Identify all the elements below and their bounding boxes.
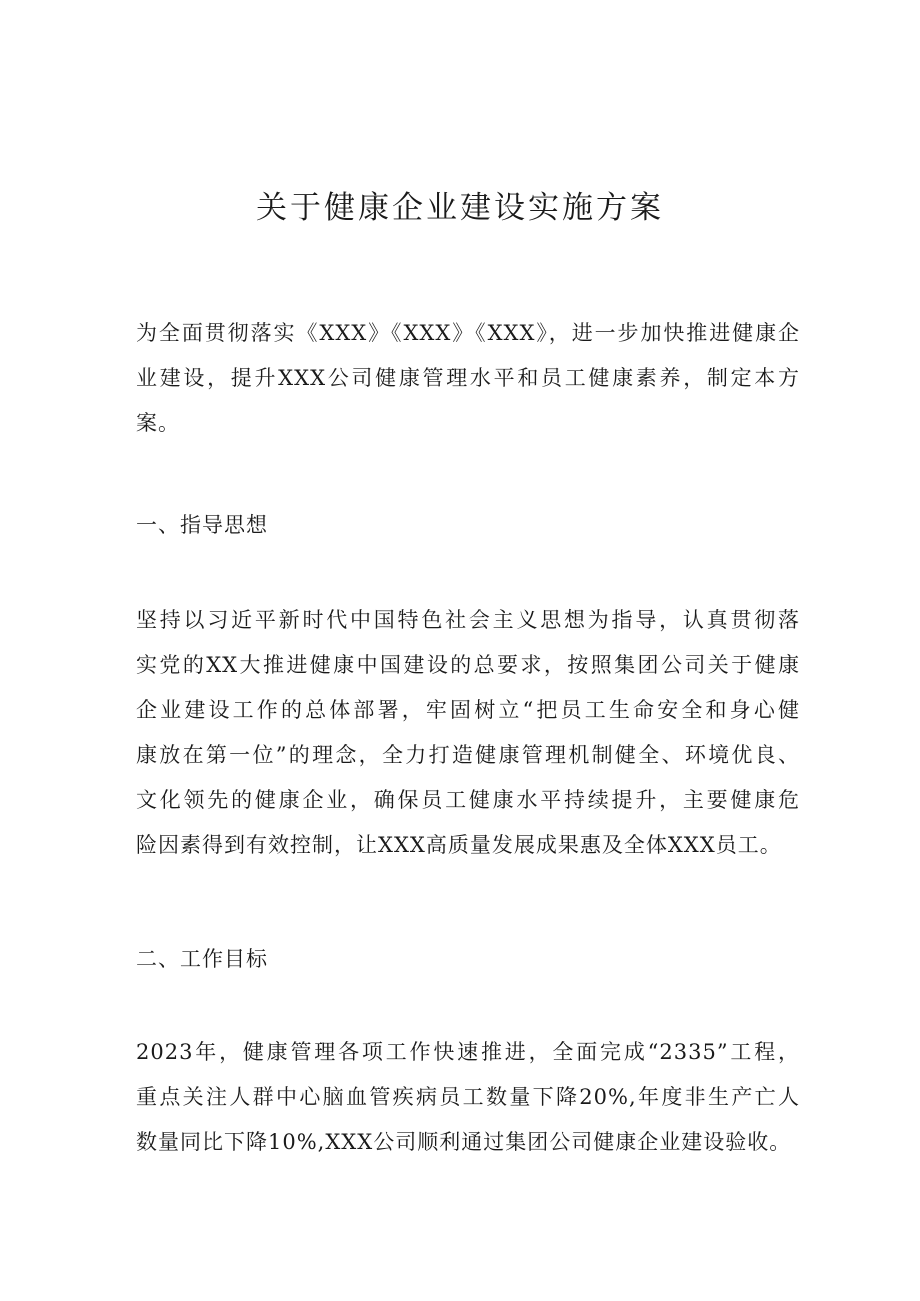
section1-paragraph bbox=[136, 598, 800, 868]
document-title: 关于健康企业建设实施方案 bbox=[256, 190, 664, 226]
section2-line-2: 重点关注人群中心脑血管疾病员工数量下降20%,年度非生产亡人 bbox=[136, 1085, 800, 1109]
section1-line-5: 文化领先的健康企业，确保员工健康水平持续提升，主要健康危 bbox=[136, 788, 800, 812]
section1-line-1: 坚持以习近平新时代中国特色社会主义思想为指导，认真贯彻落 bbox=[136, 608, 800, 632]
section1-line-3: 企业建设工作的总体部署，牢固树立“把员工生命安全和身心健 bbox=[136, 698, 800, 722]
section1-line-4: 康放在第一位”的理念，全力打造健康管理机制健全、环境优良、 bbox=[136, 743, 800, 767]
section1-heading: 一、指导思想 bbox=[136, 513, 268, 537]
intro-line-2: 业建设，提升XXX公司健康管理水平和员工健康素养，制定本方 bbox=[136, 366, 800, 390]
section1-line-2: 实党的XX大推进健康中国建设的总要求，按照集团公司关于健康 bbox=[136, 653, 800, 677]
intro-line-3: 案。 bbox=[136, 411, 180, 435]
section2-paragraph bbox=[136, 1030, 800, 1165]
section2-line-3: 数量同比下降10%,XXX公司顺利通过集团公司健康企业建设验收。 bbox=[136, 1130, 792, 1154]
intro-line-1: 为全面贯彻落实《XXX》《XXX》《XXX》，进一步加快推进健康企 bbox=[136, 321, 800, 345]
section2-line-1: 2023年，健康管理各项工作快速推进，全面完成“2335”工程， bbox=[136, 1040, 800, 1064]
section2-heading: 二、工作目标 bbox=[136, 947, 268, 971]
section1-line-6: 险因素得到有效控制，让XXX高质量发展成果惠及全体XXX员工。 bbox=[136, 833, 782, 857]
intro-paragraph bbox=[136, 311, 800, 446]
